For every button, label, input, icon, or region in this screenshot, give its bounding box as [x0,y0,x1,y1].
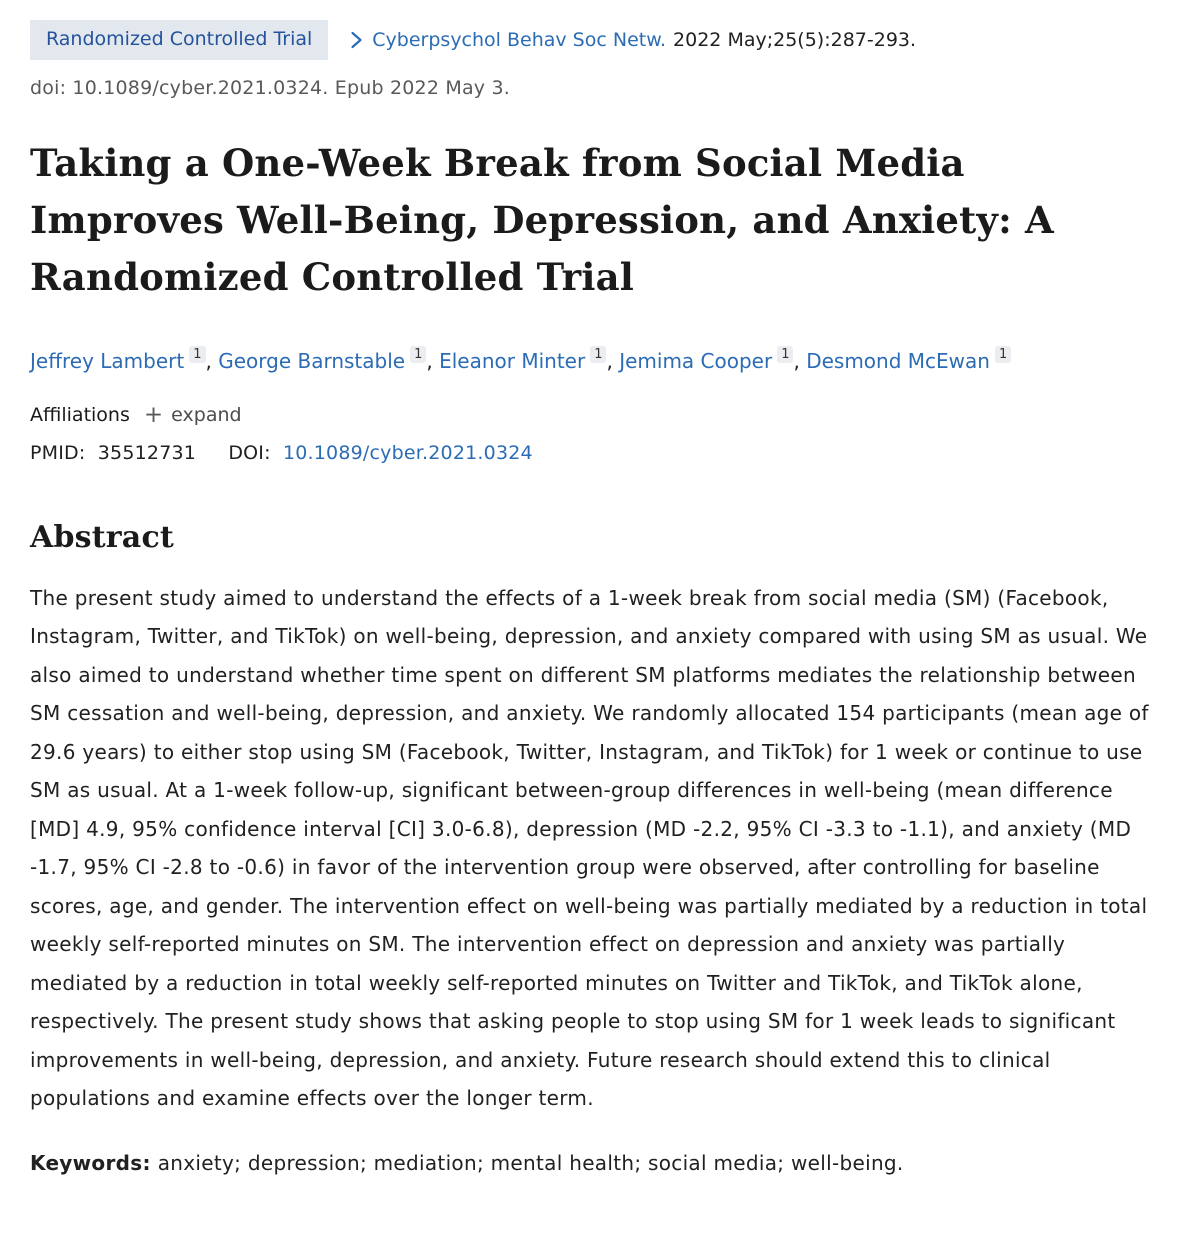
author-separator: , [426,348,440,373]
affiliations-expand-button[interactable] [143,401,242,428]
identifiers-row [30,442,1168,464]
author-link[interactable]: Eleanor Minter [439,348,586,373]
affiliations-label: Affiliations [30,404,130,427]
author-item [806,346,1011,373]
author-item [30,346,219,373]
author-affiliation-sup[interactable]: 1 [777,346,793,363]
publication-type-badge[interactable]: Randomized Controlled Trial [30,20,328,60]
author-separator: , [793,348,807,373]
abstract-text: The present study aimed to understand the effects of a 1-week break from social media (SM) (Facebook, Instagram, Twitter, and TikTok) on well-being, depression, and anxiety compared with using SM as usual. We also aimed to understand whether time spent on different SM platforms mediates the relationship between SM cessation and well-being, depression, and anxiety. We randomly allocated 154 participants (mean age of 29.6 years) to either stop using SM (Facebook, Twitter, Instagram, and TikTok) for 1 week or continue to use SM as usual. At a 1-week follow-up, significant between-group differences in well-being (mean difference [MD] 4.9, 95% confidence interval [CI] 3.0-6.8), depression (MD -2.2, 95% CI -3.3 to -1.1), and anxiety (MD -1.7, 95% CI -2.8 to -0.6) in favor of the intervention group were observed, after controlling for baseline scores, age, and gender. The intervention effect on well-being was partially mediated by a reduction in total weekly self-reported minutes on SM. The intervention effect on depression and anxiety was partially mediated by a reduction in total weekly self-reported minutes on Twitter and TikTok, and TikTok alone, respectively. The present study shows that asking people to stop using SM for 1 week leads to significant improvements in well-being, depression, and anxiety. Future research should extend this to clinical populations and examine effects over the longer term. [30,585,1149,1111]
expand-label: expand [171,404,242,427]
affiliations-row [30,401,1168,428]
doi-label: DOI: [228,441,271,464]
journal-link[interactable]: Cyberpsychol Behav Soc Netw. [372,28,667,51]
author-separator: , [205,348,219,373]
plus-icon: + [143,401,164,428]
article-title-line-3: Randomized Controlled Trial [30,254,635,299]
author-item [439,346,620,373]
author-link[interactable]: Desmond McEwan [806,348,990,373]
article-title [30,135,1168,306]
article-title-line-1: Taking a One-Week Break from Social Media [30,140,965,185]
author-link[interactable]: Jemima Cooper [619,348,773,373]
doi-link[interactable]: 10.1089/cyber.2021.0324 [282,441,533,464]
abstract-heading: Abstract [30,519,174,555]
author-link[interactable]: George Barnstable [218,348,406,373]
author-link[interactable]: Jeffrey Lambert [30,348,185,373]
author-affiliation-sup[interactable]: 1 [995,346,1011,363]
author-affiliation-sup[interactable]: 1 [189,346,205,363]
citation-header [30,20,1168,60]
doi-epub-line: doi: 10.1089/cyber.2021.0324. Epub 2022 May 3. [30,76,510,99]
chevron-right-icon [350,30,363,50]
author-item [619,346,807,373]
author-separator: , [606,348,620,373]
keywords-line [30,1144,1168,1183]
keywords-label: Keywords: [30,1150,151,1175]
pmid-label: PMID: [30,441,86,464]
author-item [218,346,440,373]
author-affiliation-sup[interactable]: 1 [410,346,426,363]
pmid-value: 35512731 [97,441,197,464]
keywords-text: anxiety; depression; mediation; mental health; social media; well-being. [157,1150,904,1175]
article-title-line-2: Improves Well-Being, Depression, and Anxiety: A [30,197,1054,242]
author-affiliation-sup[interactable]: 1 [590,346,606,363]
citation-details: 2022 May;25(5):287-293. [673,28,917,51]
author-list [30,346,1168,376]
